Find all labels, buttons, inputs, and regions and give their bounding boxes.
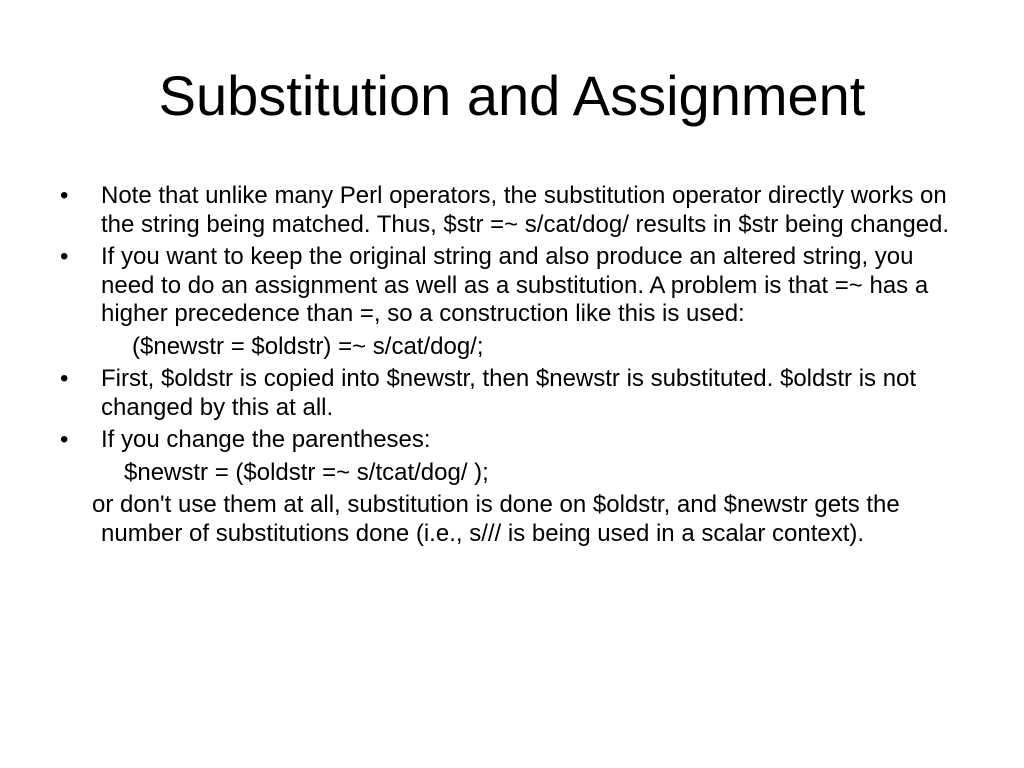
- bullet-icon: •: [60, 243, 69, 270]
- bullet-item: [60, 426, 970, 455]
- continuation-text: or don't use them at all, substitution is done on $oldstr, and $newstr gets the number of substitutions done (i.e., s/// is being used in a scalar context).: [92, 491, 900, 547]
- bullet-icon: •: [60, 182, 69, 209]
- slide-body: [60, 182, 970, 548]
- bullet-text: First, $oldstr is copied into $newstr, then $newstr is substituted. $oldstr is not changed by this at all.: [101, 365, 917, 421]
- code-line: $newstr = ($oldstr =~ s/tcat/dog/ );: [124, 458, 489, 486]
- code-line: ($newstr = $oldstr) =~ s/cat/dog/;: [132, 332, 484, 360]
- bullet-text: If you want to keep the original string and also produce an altered string, you need to do an assignment as well as a substitution. A problem is that =~ has a higher precedence than =, so a construction like this is used:: [101, 243, 929, 327]
- bullet-icon: •: [60, 426, 69, 453]
- slide-title: Substitution and Assignment: [158, 64, 866, 127]
- bullet-icon: •: [60, 365, 69, 392]
- bullet-text: Note that unlike many Perl operators, the substitution operator directly works on the string being matched. Thus, $str =~ s/cat/dog/ results in $str being changed.: [101, 182, 950, 238]
- bullet-item: [60, 365, 970, 422]
- bullet-item: [60, 243, 970, 329]
- bullet-item: [60, 182, 970, 239]
- bullet-text: If you change the parentheses:: [101, 426, 431, 453]
